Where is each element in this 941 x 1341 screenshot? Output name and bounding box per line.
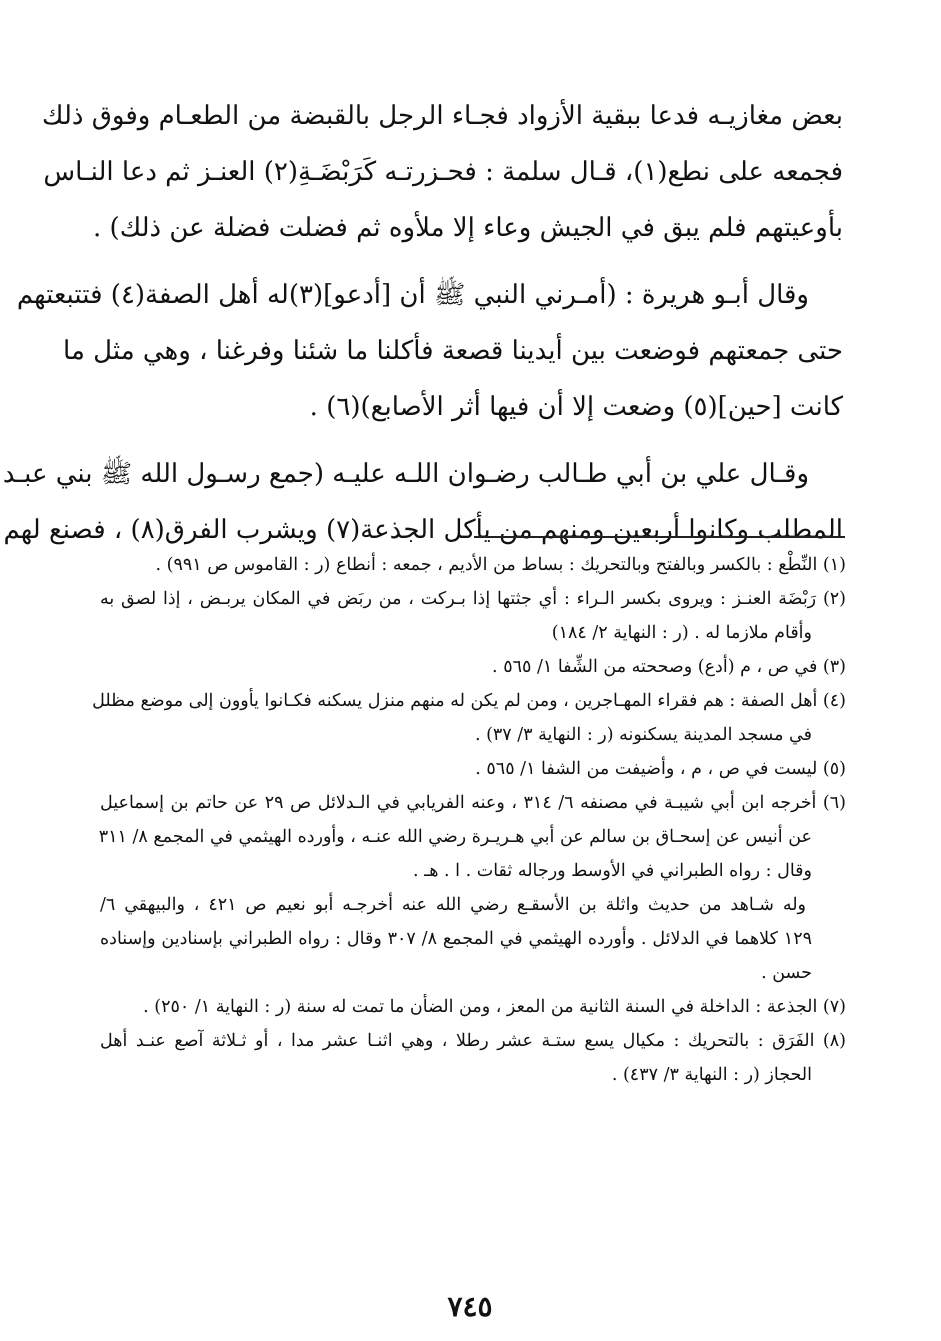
footnote <box>100 548 846 582</box>
text-line: حتى جمعتهم فوضعت بين أيدينا قصعة فأكلنا ما شئنا وفرغنا ، وهي مثل ما <box>63 336 843 366</box>
footnote-line: الحجاز (ر : النهاية ٣/ ٤٣٧) . <box>611 1065 812 1085</box>
footnote-line: حسن . <box>761 963 812 983</box>
footnote-line: وله شـاهد من حديث واثلة بن الأسقـع رضي الله عنه أخرجـه أبو نعيم ص ٤٢١ ، والبيهقي ٦/ <box>100 895 806 915</box>
text-line: وقال أبـو هريرة : (أمـرني النبي ﷺ أن [أدعو](٣)له أهل الصفة(٤) فتتبعتهم <box>16 280 809 310</box>
footnote <box>100 786 846 888</box>
text-line: فجمعه على نطع(١)، قـال سلمة : فحـزرتـه كَرَبْضَـةِ(٢) العنـز ثم دعا النـاس <box>43 157 843 187</box>
footnote-line: وقال : رواه الطبراني في الأوسط ورجاله ثقات . ا . هـ . <box>413 861 812 881</box>
paragraph <box>2 446 843 558</box>
footnote-divider <box>474 536 845 538</box>
footnote-line: (٨) الفَرَق : بالتحريك : مكيال يسع ستـة عشر رطلا ، وهي اثنـا عشر مدا ، أو ثـلاثة آصع عنـد أهل <box>100 1031 846 1051</box>
footnote-line: (٥) ليست في ص ، م ، وأضيفت من الشفا ١/ ٥٦٥ . <box>475 759 846 779</box>
footnote-continuation <box>100 888 846 990</box>
paragraph <box>42 88 843 256</box>
footnote-line: ١٢٩ كلاهما في الدلائل . وأورده الهيثمي في المجمع ٨/ ٣٠٧ وقال : رواه الطبراني بإسنادين وإسناده <box>100 929 812 949</box>
footnote <box>100 650 846 684</box>
main-text <box>2 88 843 569</box>
page-number: ٧٤٥ <box>447 1290 493 1323</box>
text-line: المطلب وكانوا أربعين ومنهم من يأكل الجذعة(٧) ويشرب الفرق(٨) ، فصنع لهم <box>3 515 843 545</box>
text-line: وقـال علي بن أبي طـالب رضـوان اللـه عليـه (جمع رسـول الله ﷺ بني عبـد <box>2 459 809 489</box>
text-line: بعض مغازيـه فدعا ببقية الأزواد فجـاء الرجل بالقبضة من الطعـام وفوق ذلك <box>42 101 843 131</box>
footnote-line: وأقام ملازما له . (ر : النهاية ٢/ ١٨٤) <box>551 623 812 643</box>
footnote <box>100 1024 846 1092</box>
footnote-line: (٣) في ص ، م (أدع) وصححته من الشِّفا ١/ ٥٦٥ . <box>492 657 846 677</box>
footnote-line: (٤) أهل الصفة : هم فقراء المهـاجرين ، ومن لم يكن له منهم منزل يسكنه فكـانوا يأوون إلى موضع مظلل <box>92 691 846 711</box>
footnote <box>100 582 846 650</box>
footnote <box>100 752 846 786</box>
footnote-line: (١) النِّطْع : بالكسر وبالفتح وبالتحريك : بساط من الأديم ، جمعه : أنطاع (ر : القاموس ص ٩٩١) . <box>155 555 846 575</box>
footnote <box>92 684 846 752</box>
text-line: كانت [حين](٥) وضعت إلا أن فيها أثر الأصابع)(٦) . <box>309 392 843 422</box>
footnotes <box>92 548 846 1092</box>
paragraph <box>16 267 843 435</box>
footnote-line: في مسجد المدينة يسكنونه (ر : النهاية ٣/ ٣٧) . <box>474 725 812 745</box>
footnote-line: (٦) أخرجه ابن أبي شيبـة في مصنفه ٦/ ٣١٤ ، وعنه الفريابي في الـدلائل ص ٢٩ عن حاتم بن إسماعيل <box>100 793 846 813</box>
text-line: بأوعيتهم فلم يبق في الجيش وعاء إلا ملأوه ثم فضلت فضلة عن ذلك) . <box>93 213 843 243</box>
footnote-line: عن أنيس عن إسحـاق بن سالم عن أبي هـريـرة رضي الله عنـه ، وأورده الهيثمي في المجمع ٨/ ٣١١ <box>98 827 812 847</box>
footnote <box>100 990 846 1024</box>
footnote-line: (٢) رَبْضَة العنـز : ويروى بكسر الـراء : أي جثتها إذا بـركت ، من ربَض في المكان يربـض ، إذا لصق به <box>100 589 846 609</box>
footnote-line: (٧) الجذعة : الداخلة في السنة الثانية من المعز ، ومن الضأن ما تمت له سنة (ر : النهاية ١/ ٢٥٠) . <box>143 997 846 1017</box>
